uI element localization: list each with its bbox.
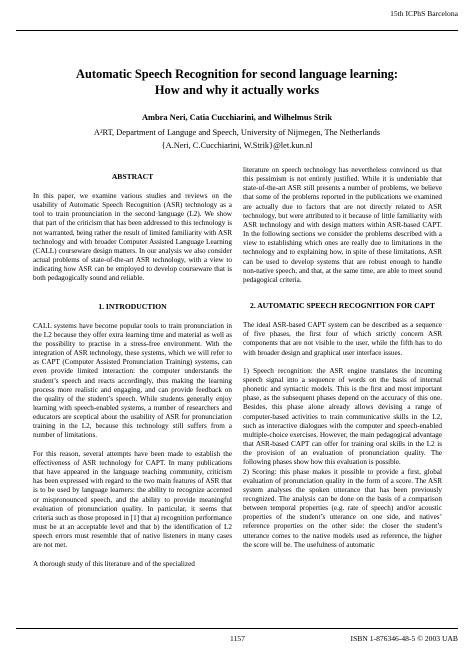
authors: Ambra Neri, Catia Cucchiarini, and Wilhelmus Strik [142, 113, 332, 122]
right-paragraph-2: The ideal ASR-based CAPT system can be described as a sequence of five phases, the first four of which strictly concern ASR components that are not visible to the user, while the fifth has to do with broader design and graphical user interface issues. [243, 321, 442, 357]
intro-paragraph-3: A thorough study of this literature and of the specialized [33, 559, 195, 568]
right-paragraph-1: literature on speech technology has nevertheless convinced us that this pessimism is not entirely justified. While it is undeniable that state-of-the-art ASR still presents a number of problems, we believe that some of the problems reported in the publications we examined are actually due to factors that are not directly related to ASR technology, but were attributed to it because of little familiarity with ASR technology and with design matters within ASR-based CAPT. In the following sections we consider the problems described with a view to establishing which ones are really due to limitations in the technology and to explaining how, in spite of these limitations, ASR can be used to develop systems that are robust enough to handle non-native speech, and that, at the same time, are able to meet sound pedagogical criteria. [243, 166, 442, 284]
introduction-heading: 1. INTRODUCTION [98, 301, 167, 311]
paper-title [30, 66, 444, 98]
title-line-2: How and why it actually works [154, 83, 320, 97]
section-2-heading: 2. AUTOMATIC SPEECH RECOGNITION FOR CAPT [250, 301, 435, 311]
intro-paragraph-1: CALL systems have become popular tools to train pronunciation in the L2 because they offer extra learning time and material as well as the possibility to practise in a stress-free environment. With the integration of ASR technology, these systems, which we will refer to as CAPT (Computer Assisted Pronunciation Training) systems, can even provide limited interaction: the computer understands the student’s speech and reacts accordingly, thus making the learning process more realistic and engaging, and can provide feedback on the quality of the student’s speech. While students generally enjoy learning with speech-enabled systems, a number of researchers and educators are sceptical about the usability of ASR for pronunciation training in the L2, because this technology still suffers from a number of limitations. [33, 321, 232, 440]
title-line-1: Automatic Speech Recognition for second language learning: [76, 67, 398, 81]
conference-header: 15th ICPhS Barcelona [390, 9, 458, 18]
abstract-heading: ABSTRACT [111, 172, 154, 181]
paragraph-gap [243, 358, 442, 367]
page-number: 1157 [230, 634, 245, 643]
paragraph-gap [33, 441, 232, 450]
abstract-text: In this paper, we examine various studies and reviews on the usability of Automatic Speech Recognition (ASR) technology as a tool to train pronunciation in the second language (L2). We show that part of the criticism that has been addressed to this technology is not warranted, being rather the result of limited familiarity with ASR technology and with broader Computer Assisted Language Learning (CALL) courseware design matters. In our analysis we also consider actual problems of state-of-the-art ASR technology, with a view to indicating how ASR can be employed to develop courseware that is both pedagogically sound and reliable. [33, 192, 232, 283]
header-rule [16, 30, 458, 31]
intro-paragraph-2: For this reason, several attempts have been made to establish the effectiveness of ASR technology for CAPT. In many publications that have appeared in the language teaching community, criticism has been expressed with regard to the two main features of ASR that is to be used by language learners: the ability to recognize accented or mispronounced speech, and the ability to provide meaningful evaluation of pronunciation quality. In particular, it seems that criteria such as those proposed in [1] that a) recognition performance must be at an acceptable level and that b) the identification of L2 speech errors must resemble that of native listeners in many cases are not met. [33, 449, 232, 550]
speech-recognition-paragraph: 1) Speech recognition: the ASR engine translates the incoming speech signal into a sequence of words on the basis of internal phonetic and syntactic models. This is the first and most important phase, as the subsequent phases depend on the accuracy of this one. Besides, this phase alone already allows devising a range of computer-based activities to train communicative skills in the L2, such as interactive dialogues with the computer and speech-enabled multiple-choice exercises. However, the main pedagogical advantage that ASR-based CAPT can offer for training oral skills in the L2 is the provision of an evaluation of pronunciation quality. The following phases show how this evaluation is possible. [243, 366, 442, 467]
affiliation: A²RT, Department of Languge and Speech, University of Nijmegen, The Netherlands [93, 128, 381, 137]
footer-rule [16, 628, 458, 629]
paragraph-gap [33, 550, 232, 559]
isbn-copyright: ISBN 1-876346-48-5 © 2003 UAB [350, 634, 458, 643]
scoring-paragraph: 2) Scoring: this phase makes it possible to provide a first, global evaluation of pronunciation quality in the form of a score. The ASR system analyses the spoken utterance that has been previously recognized. The analysis can be done on the basis of a comparison between temporal properties (e.g. rate of speech) and/or acoustic properties of the student’s utterance on one side, and natives’ reference properties on the other side: the closer the student’s utterance comes to the native models used as reference, the higher the score will be. The usefulness of automatic [243, 467, 442, 549]
author-emails: {A.Neri, C.Cucchiarini, W.Strik}@let.kun.nl [161, 141, 313, 150]
left-column [33, 172, 232, 569]
right-column [243, 166, 442, 550]
